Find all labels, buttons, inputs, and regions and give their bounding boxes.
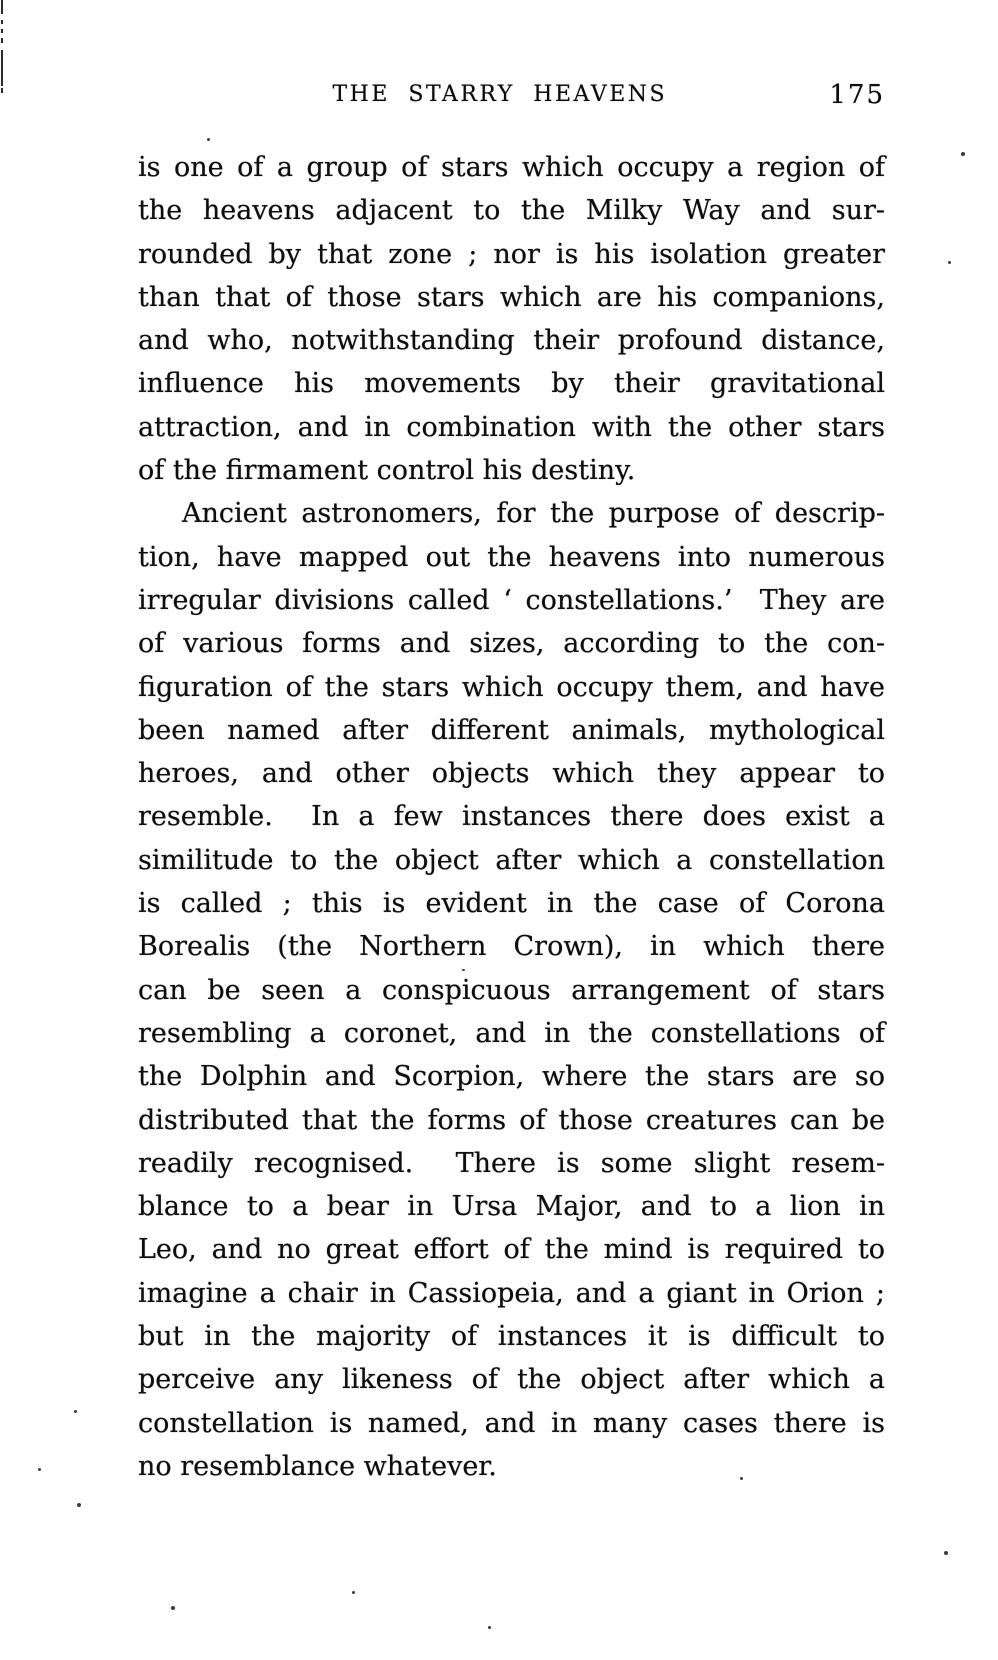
scan-artifact-line [1,0,3,14]
text-line: can be seen a conspicuous arrangement of stars [138,974,885,1006]
scan-speck [740,1477,743,1480]
text-line: distributed that the forms of those creatures can be [138,1104,885,1136]
text-line: Leo, and no great effort of the mind is required to [138,1234,885,1266]
scan-artifact-line [1,50,3,86]
text-line: readily recognised. There is some slight resem- [138,1147,885,1179]
text-line: influence his movements by their gravitational [138,368,885,400]
text-line: perceive any likeness of the object after which a [138,1364,885,1396]
scan-artifact-line [1,29,3,33]
text-line: blance to a bear in Ursa Major, and to a lion in [138,1191,885,1223]
text-line: imagine a chair in Cassiopeia, and a giant in Orion ; [138,1277,885,1309]
scan-speck [74,1410,77,1413]
text-line: of the firmament control his destiny. [138,455,636,487]
scan-speck [352,1591,355,1594]
scan-artifact-line [1,88,3,93]
text-line: attraction, and in combination with the other stars [138,411,885,443]
text-line: figuration of the stars which occupy them, and have [138,671,885,703]
text-line: resembling a coronet, and in the constellations of [138,1017,885,1049]
scan-speck [488,1626,491,1629]
text-line: is called ; this is evident in the case of Corona [138,888,885,920]
text-line: the heavens adjacent to the Milky Way and sur- [138,195,885,227]
text-line: the Dolphin and Scorpion, where the stars are so [138,1061,885,1093]
text-line: tion, have mapped out the heavens into numerous [138,541,885,573]
text-line: constellation is named, and in many cases there is [138,1407,885,1439]
scan-speck [38,1468,41,1471]
text-line: rounded by that zone ; nor is his isolation greater [138,238,885,270]
scan-speck [77,1503,81,1507]
text-line: is one of a group of stars which occupy a region of [138,152,885,183]
scan-speck [171,1606,175,1610]
scan-speck [207,138,210,141]
scan-artifact-line [1,38,3,43]
text-line: no resemblance whatever. [138,1450,497,1482]
scan-speck [944,1551,948,1555]
text-line: irregular divisions called ‘ constellations.’ They are [138,584,885,616]
scan-speck [948,261,951,264]
text-line: been named after different animals, mythological [138,714,885,746]
page-title: THE STARRY HEAVENS [332,82,668,107]
page-number: 175 [829,80,885,110]
scan-artifact-line [1,20,3,24]
text-line: but in the majority of instances it is difficult to [138,1321,885,1353]
text-line: and who, notwithstanding their profound distance, [138,325,885,357]
scan-speck [961,152,965,156]
text-line: Ancient astronomers, for the purpose of descrip- [182,498,885,530]
text-line: heroes, and other objects which they appear to [138,758,885,790]
text-line: Borealis (the Northern Crown), in which there [138,931,885,963]
running-header [138,82,885,116]
body-text [138,146,885,1488]
text-line: than that of those stars which are his companions, [138,281,885,313]
text-line: of various forms and sizes, according to the con- [138,628,885,660]
text-line: resemble. In a few instances there does exist a [138,801,885,833]
scan-speck [462,969,465,971]
text-line: similitude to the object after which a constellation [138,844,885,876]
